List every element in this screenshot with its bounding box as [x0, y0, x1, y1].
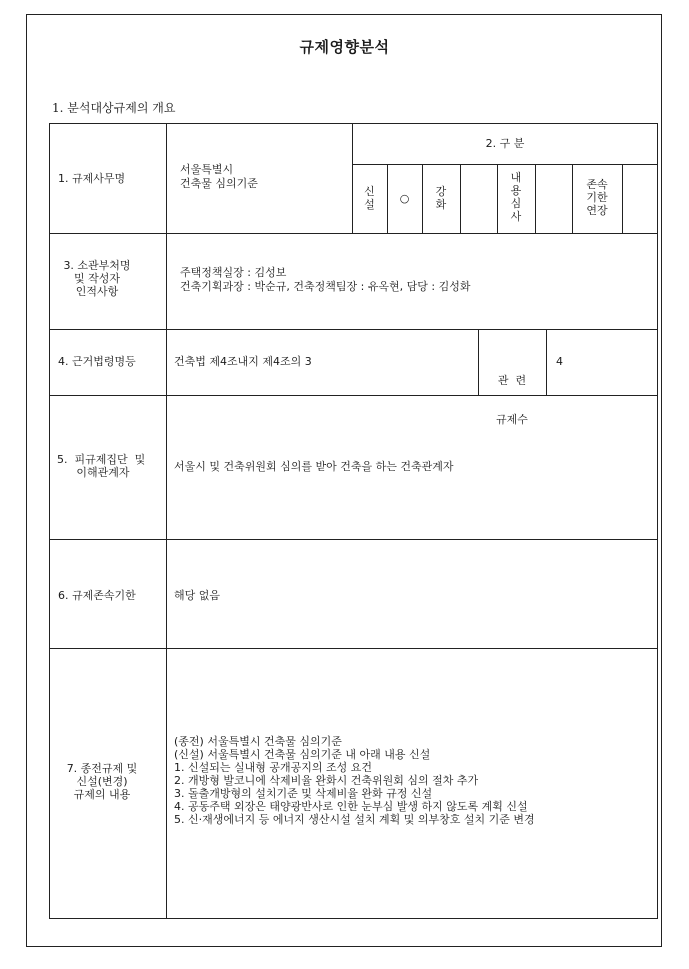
content-line: 3. 돌출개방형의 설치기준 및 삭제비율 완화 규정 신설 [174, 787, 433, 800]
category-review-label: 내 용 심 사 [510, 171, 522, 223]
row1-value-line2: 건축물 심의기준 [180, 177, 258, 190]
content-line: 2. 개방형 발코니에 삭제비율 완화시 건축위원회 심의 절차 추가 [174, 774, 479, 787]
category-divider [622, 164, 623, 233]
row5-value: 서울시 및 건축위원회 심의를 받아 건축을 하는 건축관계자 [174, 460, 454, 473]
content-line: (신설) 서울특별시 건축물 심의기준 내 아래 내용 신설 [174, 748, 431, 761]
row-divider [49, 233, 658, 234]
row5-label: 5. 피규제집단 및 이해관계자 [57, 453, 146, 479]
category-divider [535, 164, 536, 233]
row4-label: 4. 근거법령명등 [58, 355, 136, 368]
row3-value-line2: 건축기획과장 : 박순규, 건축정책팀장 : 유옥현, 담당 : 김성화 [180, 280, 471, 293]
row-divider [49, 648, 658, 649]
related-regulations-count: 4 [556, 355, 563, 368]
category-strengthen-label: 강 화 [435, 185, 447, 211]
row-divider [49, 395, 658, 396]
related-regulations-label: 관 련 규제수 [496, 374, 528, 426]
row7-content [174, 735, 535, 826]
row7-label: 7. 종전규제 및 신설(변경) 규제의 내용 [66, 762, 138, 801]
row-divider [49, 329, 658, 330]
row4-value: 건축법 제4조내지 제4조의 3 [174, 355, 312, 368]
content-line: 4. 공동주택 외장은 태양광반사로 인한 눈부심 발생 하지 않도록 계획 신설 [174, 800, 528, 813]
row1-label: 1. 규제사무명 [58, 172, 126, 185]
category-header-divider [352, 164, 658, 165]
content-line: (종전) 서울특별시 건축물 심의기준 [174, 735, 342, 748]
row1-value-line1: 서울특별시 [180, 163, 234, 176]
content-line: 5. 신·재생에너지 등 에너지 생산시설 설치 계획 및 의부창호 설치 기준 변경 [174, 813, 535, 826]
category-new-mark: ○ [399, 192, 410, 205]
category-header: 2. 구 분 [485, 137, 525, 150]
row3-label: 3. 소관부처명 및 작성자 인적사항 [63, 259, 131, 298]
section-heading: 1. 분석대상규제의 개요 [52, 101, 176, 115]
row3-value-line1: 주택정책실장 : 김성보 [180, 266, 287, 279]
label-column-divider [166, 123, 167, 919]
row4-divider [546, 329, 547, 395]
category-new-label: 신 설 [364, 185, 375, 211]
row6-value: 해당 없음 [174, 589, 221, 602]
row-divider [49, 539, 658, 540]
category-extension-label: 존속 기한 연장 [586, 178, 608, 217]
content-line: 1. 신설되는 실내형 공개공지의 조성 요건 [174, 761, 372, 774]
row6-label: 6. 규제존속기한 [58, 589, 136, 602]
page-title: 규제영향분석 [299, 38, 390, 56]
category-divider [460, 164, 461, 233]
